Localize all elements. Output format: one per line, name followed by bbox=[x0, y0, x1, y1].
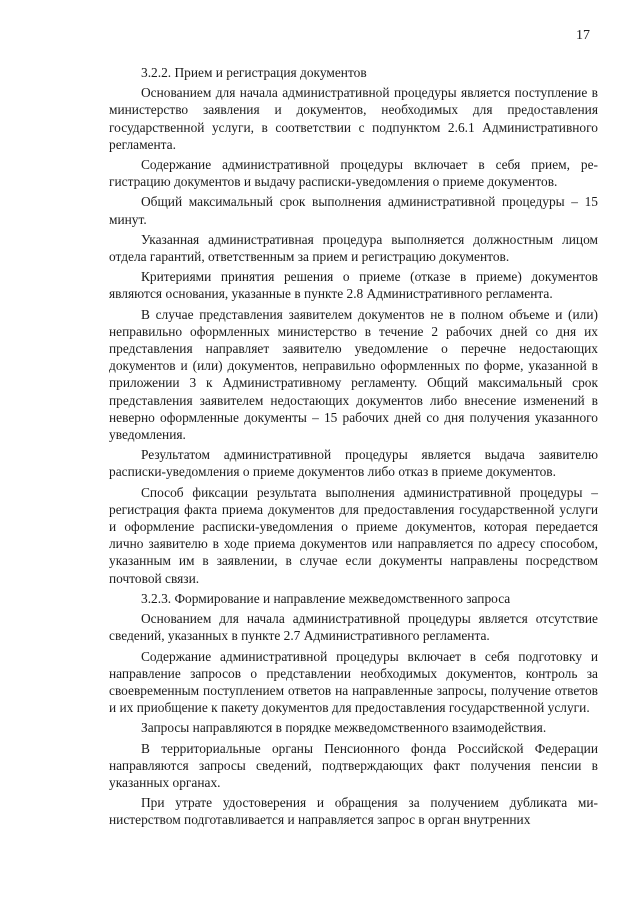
paragraph: Результатом административной процедуры является выдача заявителю расписки-уведомления о приеме документов либо отказ в приеме документов. bbox=[109, 447, 598, 480]
paragraph: Основанием для начала административной процедуры является поступление в министерство заявления и документов, необходимых для предоставления государственной услуги, в соответствии с подпунктом 2.6.1 Административного регламента. bbox=[109, 85, 598, 152]
section-heading: 3.2.2. Прием и регистрация документов bbox=[141, 65, 367, 80]
paragraph: Основанием для начала административной процедуры является отсутствие сведений, указанных в пункте 2.7 Административного регламента. bbox=[109, 611, 598, 644]
paragraph: Способ фиксации результата выполнения административной процедуры – регистрация факта приема документов для предоставления государственной услуги и оформление расписки-уведомления о приеме документов, которая передается лично заявителю в ходе приема документов или направляется по адресу способом, указанным им в заявлении, в случае если документы направлены посредством почтовой связи. bbox=[109, 484, 598, 586]
paragraph: Содержание административной процедуры включает в себя подготовку и направление запросов о представлении необходимых документов, контроль за своевременным поступлением ответов на направленные запросы, получение ответов и их приобщение к пакету документов для предоставления государственной услуги. bbox=[109, 648, 598, 716]
paragraph: Запросы направляются в порядке межведомственного взаимодействия. bbox=[141, 720, 547, 736]
paragraph: В территориальные органы Пенсионного фонда Российской Федерации направляются запросы сведений, подтверждающих факт получения пенсии в указанных органах. bbox=[109, 740, 598, 790]
page-number: 17 bbox=[576, 28, 590, 43]
paragraph: Критериями принятия решения о приеме (отказе в приеме) документов являются основания, указанные в пункте 2.8 Административного регламента. bbox=[109, 269, 598, 302]
paragraph: Содержание административной процедуры включает в себя прием, регистрацию документов и выдачу расписки-уведомления о приеме документов. bbox=[109, 157, 598, 190]
document-body bbox=[109, 64, 598, 832]
section-heading: 3.2.3. Формирование и направление межведомственного запроса bbox=[141, 590, 511, 606]
paragraph: Указанная административная процедура выполняется должностным лицом отдела гарантий, ответственным за прием и регистрацию документов. bbox=[109, 231, 598, 265]
paragraph: В случае представления заявителем документов не в полном объеме и (или) неправильно оформленных министерство в течение 2 рабочих дней со дня их представления направляет заявителю уведомление о перечне недостающих документов и (или) документов, неправильно оформленных по форме, указанной в приложении 3 к Административному регламенту. Общий максимальный срок представления заявителем недостающих документов либо внесение изменений в неверно оформленные документы – 15 рабочих дней со дня получения указанного уведомления. bbox=[109, 306, 598, 443]
paragraph: При утрате удостоверения и обращения за получением дубликата министерством подготавливается и направляется запрос в орган внутренних bbox=[109, 795, 598, 828]
paragraph: Общий максимальный срок выполнения административной процедуры – 15 минут. bbox=[109, 194, 598, 227]
